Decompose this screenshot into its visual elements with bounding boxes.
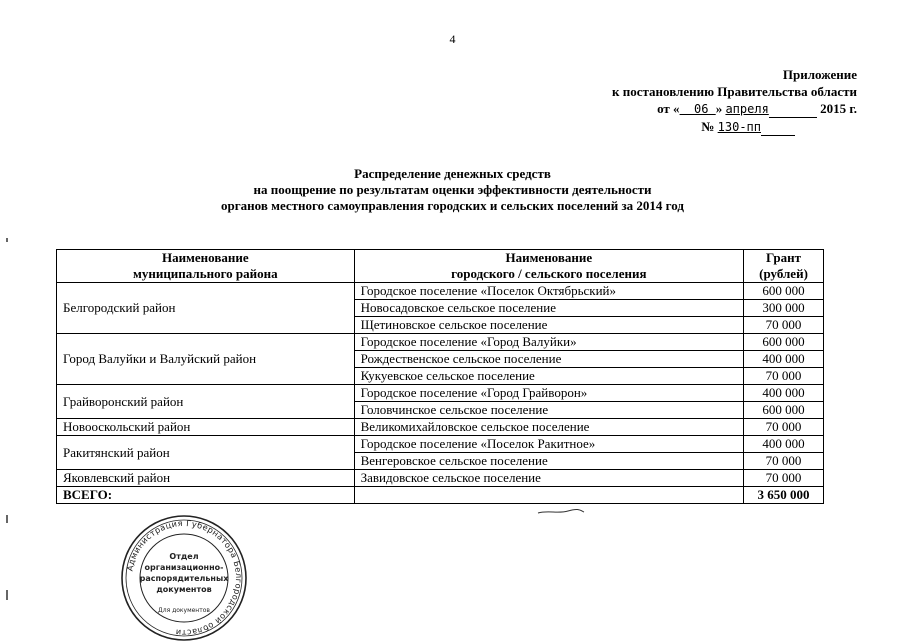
page-number: 4 bbox=[449, 32, 456, 46]
appendix-date bbox=[612, 100, 857, 118]
grant-cell: 70 000 bbox=[744, 317, 824, 334]
grant-cell: 400 000 bbox=[744, 351, 824, 368]
margin-mark bbox=[6, 590, 8, 600]
total-row bbox=[57, 487, 824, 504]
settlement-cell: Городское поселение «Город Грайворон» bbox=[354, 385, 743, 402]
table-row bbox=[57, 436, 824, 453]
margin-mark bbox=[6, 515, 8, 523]
appendix-title: Приложение bbox=[782, 67, 857, 82]
stamp-text-3: распорядительных bbox=[139, 574, 229, 583]
grants-table bbox=[56, 249, 824, 504]
settlement-cell: Городское поселение «Поселок Октябрьский» bbox=[354, 283, 743, 300]
date-year: 2015 г. bbox=[820, 101, 857, 116]
official-stamp bbox=[120, 514, 248, 642]
appendix-number bbox=[612, 118, 857, 136]
settlement-cell: Щетиновское сельское поселение bbox=[354, 317, 743, 334]
total-value: 3 650 000 bbox=[744, 487, 824, 504]
district-cell: Белгородский район bbox=[57, 283, 355, 334]
table-header-row bbox=[57, 250, 824, 283]
grant-cell: 300 000 bbox=[744, 300, 824, 317]
settlement-cell: Великомихайловское сельское поселение bbox=[354, 419, 743, 436]
settlement-cell: Кукуевское сельское поселение bbox=[354, 368, 743, 385]
grant-cell: 600 000 bbox=[744, 402, 824, 419]
total-empty-cell bbox=[354, 487, 743, 504]
settlement-cell: Городское поселение «Город Валуйки» bbox=[354, 334, 743, 351]
grant-cell: 400 000 bbox=[744, 436, 824, 453]
signature-stroke bbox=[538, 509, 584, 513]
document-title bbox=[0, 166, 905, 214]
date-prefix: от « bbox=[657, 101, 680, 116]
district-cell: Новооскольский район bbox=[57, 419, 355, 436]
district-cell: Ракитянский район bbox=[57, 436, 355, 470]
number-blank bbox=[761, 135, 795, 136]
signature-mark bbox=[536, 506, 586, 516]
stamp-text-1: Отдел bbox=[169, 552, 199, 561]
district-cell: Грайворонский район bbox=[57, 385, 355, 419]
stamp-text-2: организационно- bbox=[144, 563, 224, 572]
district-cell: Яковлевский район bbox=[57, 470, 355, 487]
grant-cell: 400 000 bbox=[744, 385, 824, 402]
stamp-text-4: документов bbox=[156, 585, 212, 594]
number-value: 130-пп bbox=[717, 120, 761, 134]
date-month: апреля bbox=[725, 102, 769, 116]
grant-cell: 70 000 bbox=[744, 453, 824, 470]
title-line-1: Распределение денежных средств bbox=[354, 166, 551, 181]
district-cell: Город Валуйки и Валуйский район bbox=[57, 334, 355, 385]
margin-mark bbox=[6, 238, 8, 242]
title-line-2: на поощрение по результатам оценки эффективности деятельности bbox=[253, 182, 652, 197]
number-prefix: № bbox=[701, 119, 715, 134]
grant-cell: 70 000 bbox=[744, 470, 824, 487]
appendix-block bbox=[612, 66, 857, 136]
table-row bbox=[57, 419, 824, 436]
table-row bbox=[57, 283, 824, 300]
title-line-3: органов местного самоуправления городских и сельских поселений за 2014 год bbox=[221, 198, 684, 213]
settlement-cell: Завидовское сельское поселение bbox=[354, 470, 743, 487]
grant-cell: 600 000 bbox=[744, 283, 824, 300]
total-label: ВСЕГО: bbox=[57, 487, 355, 504]
date-day: 06 bbox=[694, 102, 709, 116]
table-row bbox=[57, 334, 824, 351]
settlement-cell: Головчинское сельское поселение bbox=[354, 402, 743, 419]
table-row bbox=[57, 470, 824, 487]
grant-cell: 70 000 bbox=[744, 368, 824, 385]
header-settlement: Наименование городского / сельского поселения bbox=[354, 250, 743, 283]
grant-cell: 600 000 bbox=[744, 334, 824, 351]
appendix-resolution: к постановлению Правительства области bbox=[611, 84, 857, 99]
settlement-cell: Новосадовское сельское поселение bbox=[354, 300, 743, 317]
header-grant: Грант (рублей) bbox=[744, 250, 824, 283]
stamp-ring-text: Администрация Губернатора Белгородской области bbox=[124, 517, 245, 639]
settlement-cell: Рождественское сельское поселение bbox=[354, 351, 743, 368]
grant-cell: 70 000 bbox=[744, 419, 824, 436]
settlement-cell: Венгеровское сельское поселение bbox=[354, 453, 743, 470]
date-quote-close: » bbox=[715, 101, 723, 116]
stamp-bottom-text: Для документов bbox=[158, 607, 210, 614]
table-row bbox=[57, 385, 824, 402]
header-district: Наименование муниципального района bbox=[57, 250, 355, 283]
settlement-cell: Городское поселение «Поселок Ракитное» bbox=[354, 436, 743, 453]
